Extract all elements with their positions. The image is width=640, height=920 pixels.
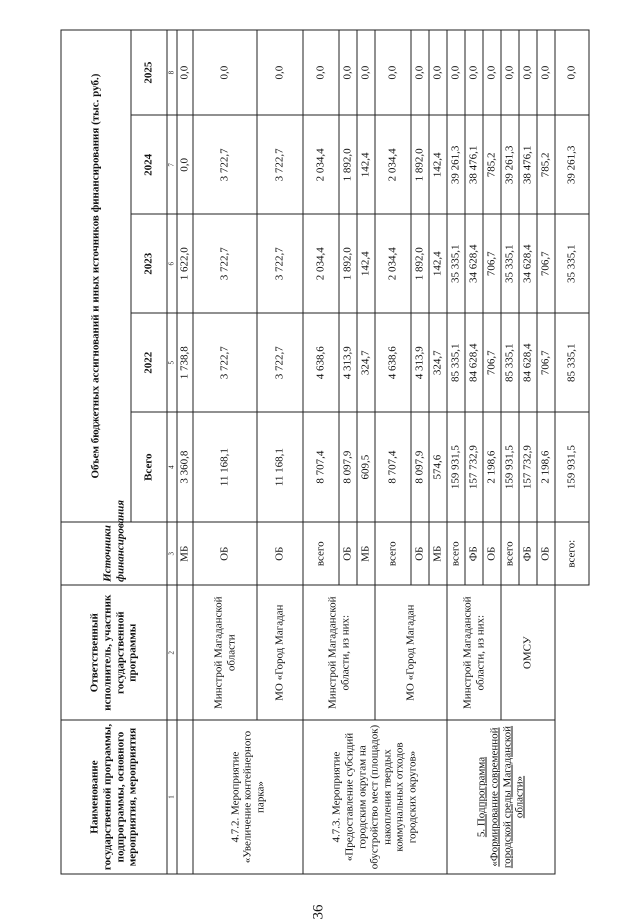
header-2024: 2024 <box>131 115 167 214</box>
y2022-cell: 84 628,4 <box>465 313 483 412</box>
col-num: 3 <box>167 522 177 585</box>
y2023-cell: 34 628,4 <box>519 214 537 313</box>
col-num: 1 <box>167 720 177 874</box>
name-cell: 4.7.2. Мероприятие «Увеличение контейнерного парка» <box>193 720 303 874</box>
y2025-cell: 0,0 <box>339 30 357 115</box>
y2024-cell: 1 892,0 <box>339 115 357 214</box>
total-cell: 574,6 <box>429 412 447 522</box>
total-cell: 8 097,9 <box>411 412 429 522</box>
y2024-cell: 142,4 <box>357 115 375 214</box>
header-2023: 2023 <box>131 214 167 313</box>
y2024-cell: 38 476,1 <box>519 115 537 214</box>
total-cell: 3 360,8 <box>177 412 193 522</box>
executor-cell: МО «Город Магадан <box>257 585 303 720</box>
executor-cell: Минстрой Магаданской области, из них: <box>447 585 501 720</box>
y2024-cell: 142,4 <box>429 115 447 214</box>
y2022-cell: 85 335,1 <box>447 313 465 412</box>
rotated-page <box>60 30 580 920</box>
y2025-cell: 0,0 <box>519 30 537 115</box>
y2023-cell: 142,4 <box>429 214 447 313</box>
y2022-cell: 85 335,1 <box>501 313 519 412</box>
y2025-cell: 0,0 <box>177 30 193 115</box>
header-2022: 2022 <box>131 313 167 412</box>
source-cell: МБ <box>429 522 447 585</box>
y2025-cell: 0,0 <box>447 30 465 115</box>
y2025-cell: 0,0 <box>465 30 483 115</box>
y2025-cell: 0,0 <box>193 30 257 115</box>
source-cell: всего <box>501 522 519 585</box>
total-cell: 11 168,1 <box>257 412 303 522</box>
y2025-cell: 0,0 <box>375 30 411 115</box>
y2023-cell: 35 335,1 <box>447 214 465 313</box>
total-cell: 157 732,9 <box>465 412 483 522</box>
source-cell: ОБ <box>483 522 501 585</box>
source-cell: ОБ <box>339 522 357 585</box>
y2023-cell: 1 622,0 <box>177 214 193 313</box>
y2023-cell: 2 034,4 <box>303 214 339 313</box>
col-num: 2 <box>167 585 177 720</box>
y2025-cell: 0,0 <box>429 30 447 115</box>
col-num: 7 <box>167 115 177 214</box>
y2022-cell: 706,7 <box>537 313 555 412</box>
y2024-cell: 1 892,0 <box>411 115 429 214</box>
table-row <box>177 30 193 874</box>
source-cell: ФБ <box>519 522 537 585</box>
total-cell: 2 198,6 <box>537 412 555 522</box>
total-cell: 8 707,4 <box>375 412 411 522</box>
y2024-cell: 3 722,7 <box>193 115 257 214</box>
source-cell: ОБ <box>537 522 555 585</box>
y2022-cell: 85 335,1 <box>555 313 589 412</box>
source-cell: ОБ <box>411 522 429 585</box>
total-cell: 609,5 <box>357 412 375 522</box>
y2025-cell: 0,0 <box>257 30 303 115</box>
y2022-cell: 84 628,4 <box>519 313 537 412</box>
total-cell: 159 931,5 <box>447 412 465 522</box>
page-number: 36 <box>310 904 326 920</box>
y2022-cell: 324,7 <box>357 313 375 412</box>
col-num: 5 <box>167 313 177 412</box>
y2023-cell: 1 892,0 <box>339 214 357 313</box>
source-cell: ОБ <box>193 522 257 585</box>
source-cell: ФБ <box>465 522 483 585</box>
y2023-cell: 3 722,7 <box>193 214 257 313</box>
executor-cell: Минстрой Магаданской области, из них: <box>303 585 375 720</box>
y2025-cell: 0,0 <box>411 30 429 115</box>
y2023-cell: 35 335,1 <box>501 214 519 313</box>
name-cell <box>177 720 193 874</box>
header-executor: Ответственный исполнитель, участник государственной программы <box>61 585 167 720</box>
y2024-cell: 785,2 <box>483 115 501 214</box>
y2025-cell: 0,0 <box>501 30 519 115</box>
total-cell: 157 732,9 <box>519 412 537 522</box>
executor-cell: МО «Город Магадан <box>375 585 447 720</box>
table-row <box>193 30 257 874</box>
y2022-cell: 4 313,9 <box>339 313 357 412</box>
y2024-cell: 38 476,1 <box>465 115 483 214</box>
y2025-cell: 0,0 <box>483 30 501 115</box>
y2023-cell: 1 892,0 <box>411 214 429 313</box>
y2023-cell: 3 722,7 <box>257 214 303 313</box>
column-number-row <box>167 30 177 874</box>
y2024-cell: 39 261,3 <box>501 115 519 214</box>
y2024-cell: 3 722,7 <box>257 115 303 214</box>
funding-table <box>60 30 589 875</box>
header-total: Всего <box>131 412 167 522</box>
y2024-cell: 0,0 <box>177 115 193 214</box>
y2022-cell: 4 638,6 <box>375 313 411 412</box>
y2024-cell: 39 261,3 <box>555 115 589 214</box>
col-num: 4 <box>167 412 177 522</box>
name-cell <box>555 720 589 874</box>
y2025-cell: 0,0 <box>303 30 339 115</box>
executor-cell <box>555 585 589 720</box>
y2022-cell: 3 722,7 <box>193 313 257 412</box>
y2023-cell: 2 034,4 <box>375 214 411 313</box>
col-num: 8 <box>167 30 177 115</box>
header-row <box>61 30 131 874</box>
source-cell: МБ <box>177 522 193 585</box>
table-row <box>447 30 465 874</box>
total-cell: 8 707,4 <box>303 412 339 522</box>
y2024-cell: 785,2 <box>537 115 555 214</box>
y2022-cell: 4 313,9 <box>411 313 429 412</box>
total-cell: 8 097,9 <box>339 412 357 522</box>
total-cell: 159 931,5 <box>555 412 589 522</box>
header-2025: 2025 <box>131 30 167 115</box>
y2023-cell: 34 628,4 <box>465 214 483 313</box>
total-cell: 11 168,1 <box>193 412 257 522</box>
name-cell: 4.7.3. Мероприятие «Предоставление субсидий городским округам на обустройство мест (площадок) накопления твердых коммунальных отходов городских округов» <box>303 720 447 874</box>
y2025-cell: 0,0 <box>357 30 375 115</box>
y2023-cell: 142,4 <box>357 214 375 313</box>
y2022-cell: 4 638,6 <box>303 313 339 412</box>
y2022-cell: 1 738,8 <box>177 313 193 412</box>
table-row <box>303 30 339 874</box>
source-cell: всего <box>375 522 411 585</box>
y2022-cell: 324,7 <box>429 313 447 412</box>
executor-cell: ОМСУ <box>501 585 555 720</box>
name-cell: 5. Подпрограмма «Формирование современной городской среды Магаданской области» <box>447 720 555 874</box>
header-name: Наименование государственной программы, подпрограммы, основного мероприятия, мероприятия <box>61 720 167 874</box>
y2022-cell: 3 722,7 <box>257 313 303 412</box>
y2025-cell: 0,0 <box>537 30 555 115</box>
y2024-cell: 2 034,4 <box>375 115 411 214</box>
col-num: 6 <box>167 214 177 313</box>
source-cell: всего <box>303 522 339 585</box>
y2024-cell: 2 034,4 <box>303 115 339 214</box>
source-cell: всего <box>447 522 465 585</box>
source-cell: МБ <box>357 522 375 585</box>
y2023-cell: 706,7 <box>537 214 555 313</box>
source-cell: ОБ <box>257 522 303 585</box>
y2022-cell: 706,7 <box>483 313 501 412</box>
header-funding: Объем бюджетных ассигнований и иных источников финансирования (тыс. руб.) <box>61 30 131 522</box>
total-cell: 2 198,6 <box>483 412 501 522</box>
total-cell: 159 931,5 <box>501 412 519 522</box>
y2023-cell: 35 335,1 <box>555 214 589 313</box>
y2023-cell: 706,7 <box>483 214 501 313</box>
source-cell: всего: <box>555 522 589 585</box>
executor-cell <box>177 585 193 720</box>
table-row <box>555 30 589 874</box>
header-source: Источники финансирования <box>61 522 167 585</box>
y2024-cell: 39 261,3 <box>447 115 465 214</box>
y2025-cell: 0,0 <box>555 30 589 115</box>
executor-cell: Минстрой Магаданской области <box>193 585 257 720</box>
